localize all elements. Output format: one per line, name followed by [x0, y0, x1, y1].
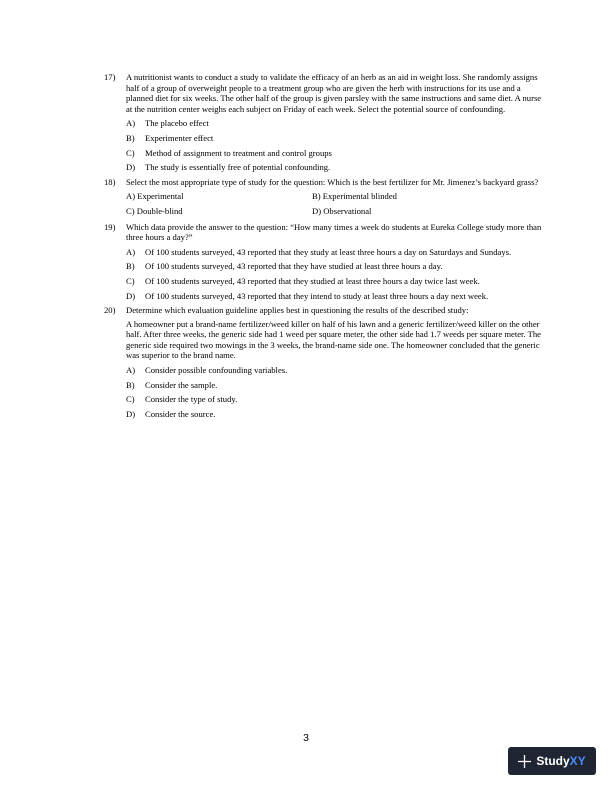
option-a	[126, 365, 544, 376]
option-c	[126, 394, 544, 405]
option-letter: C)	[126, 394, 135, 405]
option-letter: C)	[126, 275, 135, 286]
options-grid	[126, 191, 544, 220]
option-letter: B)	[126, 132, 135, 143]
question-stem: Select the most appropriate type of study for the question: Which is the best fertilizer for Mr. Jimenez’s backyard grass?	[126, 176, 539, 187]
option-text: Consider possible confounding variables.	[145, 365, 288, 376]
question-number: 19)	[104, 221, 116, 232]
option-text: Of 100 students surveyed, 43 reported that they study at least three hours a day on Saturdays and Sundays.	[145, 246, 512, 257]
option-d	[126, 291, 544, 302]
question-scenario: A homeowner put a brand-name fertilizer/weed killer on half of his lawn and a generic fertilizer/weed killer on the other half. After three weeks, the generic side had 1 weed per square meter, the other side had 1.7 weeds per square meter. The generic side required two mowings in the 3 weeks, the brand-name side one. The homeowner concluded that the generic was superior to the brand name.	[126, 318, 541, 361]
option-b	[126, 261, 544, 272]
option-letter: D)	[126, 290, 136, 301]
option-c: C) Double-blind	[126, 205, 183, 216]
option-text: Of 100 students surveyed, 43 reported that they intend to study at least three hours a day next week.	[145, 290, 489, 301]
option-letter: D)	[126, 408, 136, 419]
option-text: Experimenter effect	[145, 132, 214, 143]
option-a	[126, 118, 544, 129]
option-text: The study is essentially free of potential confounding.	[145, 162, 331, 173]
option-d	[126, 409, 544, 420]
option-letter: A)	[126, 365, 136, 376]
page-number: 3	[303, 732, 309, 744]
option-text: The placebo effect	[145, 118, 209, 129]
question-18	[104, 177, 544, 221]
option-text: Method of assignment to treatment and control groups	[145, 147, 332, 158]
question-number: 18)	[104, 176, 116, 187]
options-list	[126, 365, 544, 419]
option-letter: A)	[126, 246, 136, 257]
option-c	[126, 276, 544, 287]
option-b: B) Experimental blinded	[312, 191, 397, 202]
question-20	[104, 305, 544, 419]
badge-word-1: Study	[536, 753, 570, 768]
option-b	[126, 380, 544, 391]
option-b	[126, 133, 544, 144]
badge-word-2: XY	[569, 753, 586, 768]
question-17	[104, 72, 544, 173]
studyxy-badge[interactable]	[508, 747, 596, 775]
option-letter: A)	[126, 118, 136, 129]
option-letter: B)	[126, 379, 135, 390]
option-text: Consider the sample.	[145, 379, 218, 390]
question-number: 20)	[104, 305, 116, 316]
option-text: Of 100 students surveyed, 43 reported that they studied at least three hours a day twice last week.	[145, 275, 480, 286]
option-letter: D)	[126, 162, 136, 173]
option-d: D) Observational	[312, 205, 372, 216]
option-text: Consider the source.	[145, 408, 216, 419]
option-d	[126, 162, 544, 173]
option-letter: B)	[126, 261, 135, 272]
option-c	[126, 148, 544, 159]
question-stem: A nutritionist wants to conduct a study to validate the efficacy of an herb as an aid in weight loss. She randomly assigns half of a group of overweight people to a treatment group who are given the herb with instructions for its use and a planned diet for six weeks. The other half of the group is given parsley with the same instructions and same diet. A nurse at the nutrition center weighs each subject on Friday of each week. Select the potential source of confounding.	[126, 72, 542, 114]
option-letter: C)	[126, 147, 135, 158]
question-19	[104, 222, 544, 302]
question-stem: Which data provide the answer to the question: “How many times a week do students at Eureka College study more than three hours a day?”	[126, 221, 542, 243]
options-list	[126, 118, 544, 172]
option-a: A) Experimental	[126, 191, 184, 202]
option-text: Consider the type of study.	[145, 394, 238, 405]
option-a	[126, 247, 544, 258]
option-text: Of 100 students surveyed, 43 reported that they have studied at least three hours a day.	[145, 261, 443, 272]
options-list	[126, 247, 544, 301]
question-number: 17)	[104, 72, 116, 82]
question-stem: Determine which evaluation guideline applies best in questioning the results of the described study:	[126, 305, 469, 316]
question-list	[104, 72, 544, 423]
badge-label	[536, 753, 586, 768]
plus-icon	[518, 755, 531, 768]
